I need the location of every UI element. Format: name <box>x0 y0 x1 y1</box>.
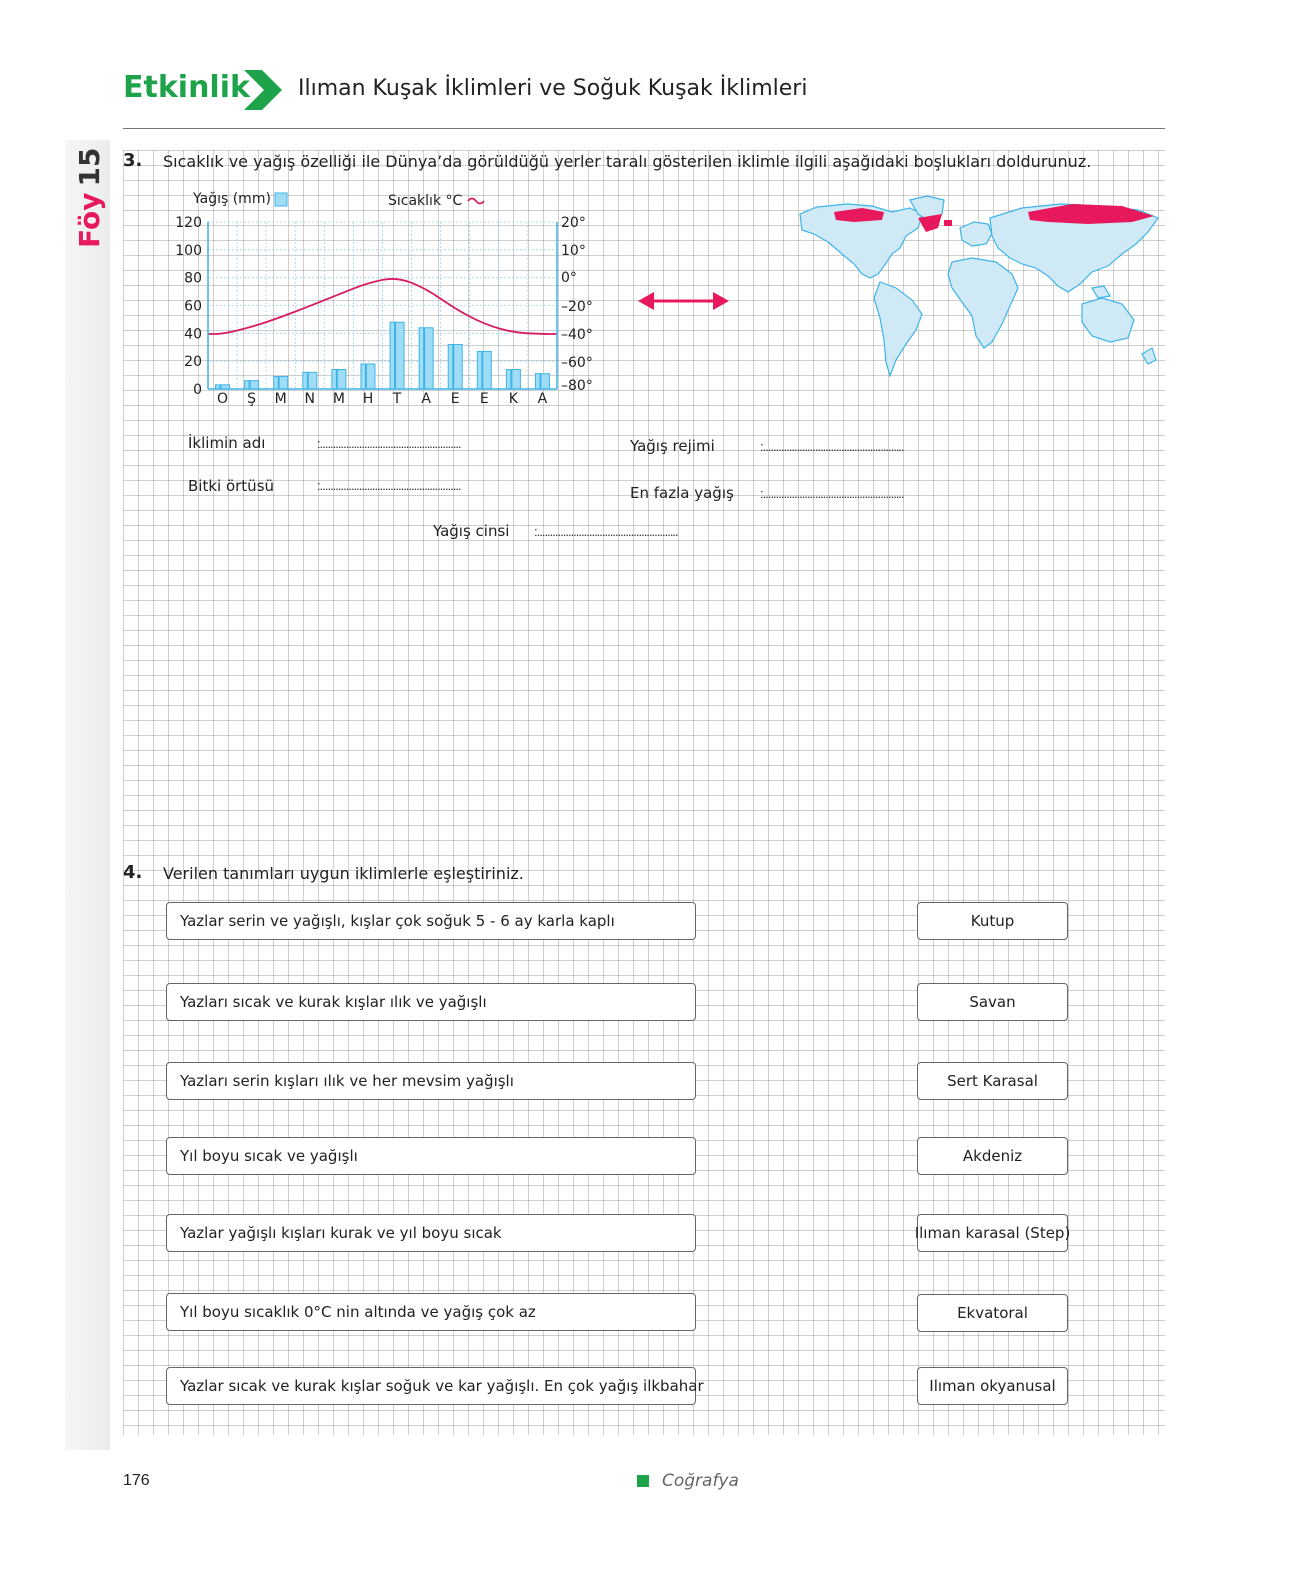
field-label-iklim-adi: İklimin adı <box>188 434 266 452</box>
world-map <box>792 192 1164 384</box>
side-tab <box>65 140 110 1450</box>
footer-subject: Coğrafya <box>662 1471 739 1491</box>
question-3-text: Sıcaklık ve yağış özelliği ile Dünya’da görüldüğü yerler taralı gösterilen iklimle ilgili aşağıdaki boşlukları doldurunuz. <box>163 152 1092 171</box>
definition-box[interactable]: Yıl boyu sıcak ve yağışlı <box>166 1137 696 1175</box>
temp-tick-label: –20° <box>561 299 593 315</box>
question-4-text: Verilen tanımları uygun iklimlerle eşleştiriniz. <box>163 864 524 883</box>
month-label: O <box>217 391 229 407</box>
footer-square-icon <box>637 1475 649 1487</box>
section-title: Etkinlik <box>123 70 250 105</box>
precip-legend-label: Yağış (mm) <box>193 191 271 207</box>
definition-box[interactable]: Yazlar yağışlı kışları kurak ve yıl boyu sıcak <box>166 1214 696 1252</box>
temp-legend-label: Sıcaklık °C <box>388 193 463 209</box>
double-arrow-icon <box>636 290 731 312</box>
climate-box[interactable]: Kutup <box>917 902 1068 940</box>
temp-tick-label: –80° <box>561 378 593 394</box>
field-blank-yagis-cinsi[interactable]: :...................................................... <box>534 524 678 539</box>
question-4-number: 4. <box>123 862 143 883</box>
field-label-bitki-ortusu: Bitki örtüsü <box>188 477 275 495</box>
field-blank-iklim-adi[interactable]: :...................................................... <box>317 436 461 451</box>
precip-bar <box>361 364 375 389</box>
page-number: 176 <box>123 1472 150 1489</box>
climate-box[interactable]: Ilıman karasal (Step) <box>917 1214 1068 1252</box>
field-label-en-fazla-yagis: En fazla yağış <box>630 484 734 502</box>
precip-bar <box>274 376 288 389</box>
precip-bar <box>419 328 433 389</box>
definition-box[interactable]: Yazlar serin ve yağışlı, kışlar çok soğuk 5 - 6 ay karla kaplı <box>166 902 696 940</box>
temp-tick-label: –60° <box>561 355 593 371</box>
precip-bar <box>332 370 346 389</box>
month-label: E <box>479 391 489 407</box>
field-blank-bitki-ortusu[interactable]: :...................................................... <box>317 478 461 493</box>
precip-bar <box>303 372 317 389</box>
precip-tick-label: 20 <box>184 354 202 371</box>
chevron-right-icon <box>242 68 286 112</box>
precip-tick-label: 40 <box>184 326 202 343</box>
month-label: M <box>332 391 345 407</box>
field-blank-en-fazla-yagis[interactable]: :...................................................... <box>760 486 904 501</box>
definition-box[interactable]: Yazlar sıcak ve kurak kışlar soğuk ve kar yağışlı. En çok yağış ilkbahar <box>166 1367 696 1405</box>
month-label: K <box>508 391 518 407</box>
climate-chart <box>160 185 610 410</box>
temp-tick-label: –40° <box>561 327 593 343</box>
definition-box[interactable]: Yazları serin kışları ılık ve her mevsim yağışlı <box>166 1062 696 1100</box>
month-label: E <box>450 391 460 407</box>
precip-bar <box>535 374 549 389</box>
climate-box[interactable]: Ekvatoral <box>917 1294 1068 1332</box>
month-label: N <box>304 391 316 407</box>
month-label: H <box>362 391 374 407</box>
month-label: T <box>392 391 402 407</box>
precip-bar <box>448 344 462 389</box>
climate-box[interactable]: Ilıman okyanusal <box>917 1367 1068 1405</box>
precip-tick-label: 100 <box>175 242 202 259</box>
month-label: A <box>421 391 431 407</box>
field-label-yagis-cinsi: Yağış cinsi <box>433 522 510 540</box>
header-divider <box>123 128 1165 129</box>
month-label: A <box>537 391 548 407</box>
precip-tick-label: 0 <box>193 382 202 398</box>
temp-tick-label: 0° <box>561 270 577 286</box>
definition-box[interactable]: Yazları sıcak ve kurak kışlar ılık ve yağışlı <box>166 983 696 1021</box>
page-subtitle: Ilıman Kuşak İklimleri ve Soğuk Kuşak İklimleri <box>298 76 808 101</box>
temp-tick-label: 20° <box>561 215 586 231</box>
field-blank-yagis-rejimi[interactable]: :...................................................... <box>760 439 904 454</box>
precip-bar <box>245 381 259 389</box>
precip-tick-label: 120 <box>175 215 202 231</box>
precip-tick-label: 60 <box>184 298 202 315</box>
month-label: M <box>274 391 287 407</box>
temp-legend-swatch <box>468 199 484 204</box>
temp-tick-label: 10° <box>561 243 586 259</box>
precip-legend-swatch <box>275 193 287 206</box>
climate-box[interactable]: Sert Karasal <box>917 1062 1068 1100</box>
month-label: Ş <box>247 391 257 407</box>
precip-bar <box>477 351 491 389</box>
climate-box[interactable]: Savan <box>917 983 1068 1021</box>
precip-bar <box>506 370 520 389</box>
climate-box[interactable]: Akdeniz <box>917 1137 1068 1175</box>
question-3-number: 3. <box>123 150 143 171</box>
precip-bar <box>390 322 404 389</box>
precip-tick-label: 80 <box>184 270 202 287</box>
field-label-yagis-rejimi: Yağış rejimi <box>630 437 715 455</box>
side-label: Föy15 <box>73 147 106 248</box>
definition-box[interactable]: Yıl boyu sıcaklık 0°C nin altında ve yağış çok az <box>166 1293 696 1331</box>
